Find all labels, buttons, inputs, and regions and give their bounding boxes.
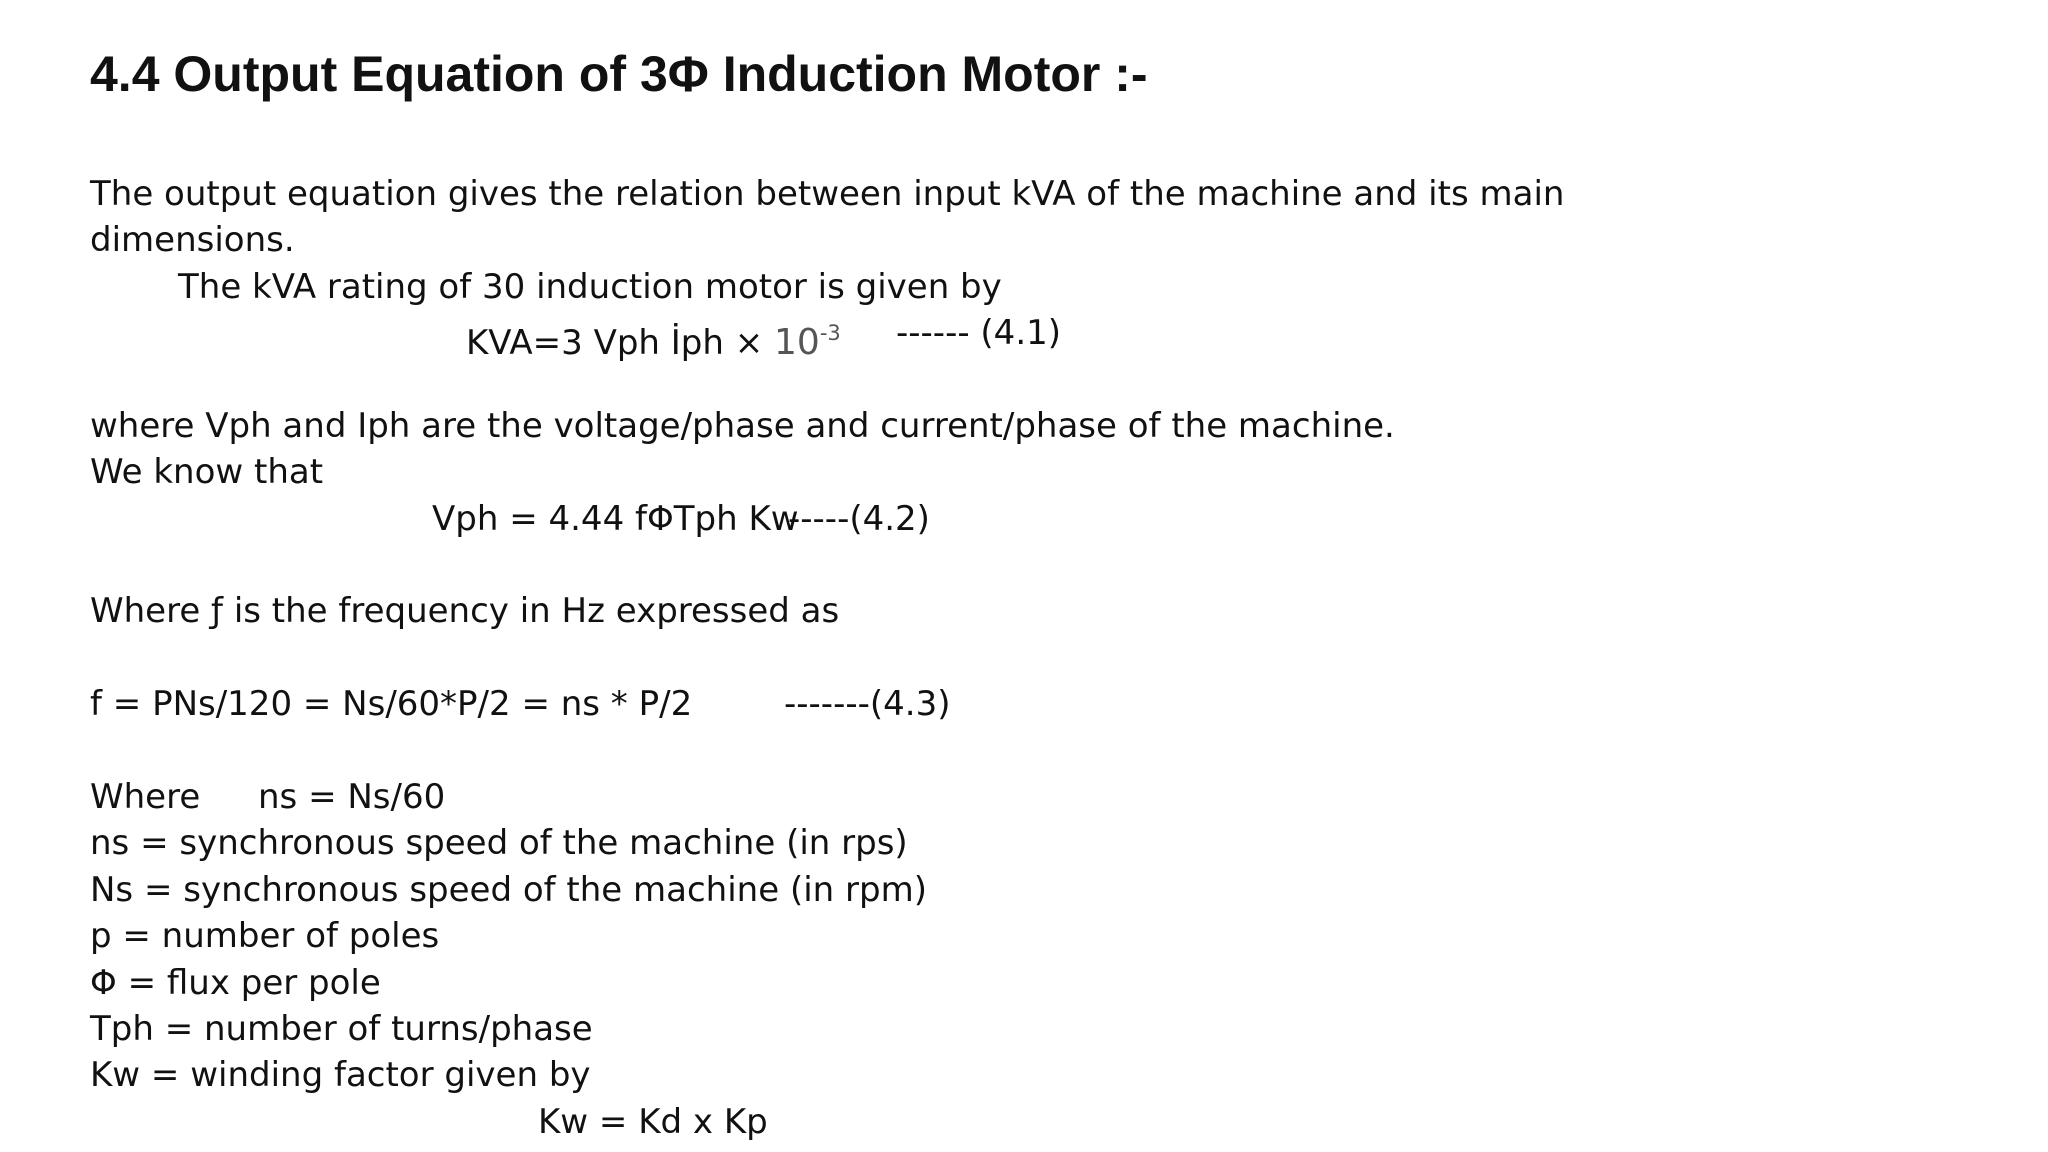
where-f-line: Where ƒ is the frequency in Hz expressed as — [90, 591, 840, 631]
equation-4-1-exponent: -3 — [819, 321, 841, 345]
intro-line-1: The output equation gives the relation between input kVA of the machine and its main — [90, 174, 1565, 214]
equation-4-1-base: 10 — [774, 322, 820, 363]
kva-intro: The kVA rating of 30 induction motor is given by — [178, 267, 1002, 307]
equation-4-2: Vph = 4.44 fΦTph Kw — [432, 499, 799, 539]
definition-Ns: Ns = synchronous speed of the machine (in rpm) — [90, 870, 927, 910]
equation-4-2-ref: -----(4.2) — [788, 499, 930, 539]
equation-4-1-lhs: KVA=3 Vph İph × — [466, 323, 775, 363]
equation-4-3-ref: -------(4.3) — [784, 684, 951, 724]
equation-4-1 — [466, 310, 841, 366]
equation-kw: Kw = Kd x Kp — [538, 1102, 768, 1142]
equation-4-1-ref: ------ (4.1) — [896, 313, 1062, 353]
intro-line-2: dimensions. — [90, 220, 295, 260]
definition-ns: ns = synchronous speed of the machine (in rps) — [90, 823, 908, 863]
we-know-line: We know that — [90, 452, 324, 492]
definition-phi: Φ = flux per pole — [90, 963, 381, 1003]
page-title: 4.4 Output Equation of 3Φ Induction Motor :- — [90, 46, 1148, 102]
where-ns-equation: ns = Ns/60 — [258, 777, 446, 817]
where-ns-label: Where — [90, 777, 201, 817]
definition-kw: Kw = winding factor given by — [90, 1055, 591, 1095]
definition-p: p = number of poles — [90, 916, 440, 956]
where-vph-line: where Vph and Iph are the voltage/phase and current/phase of the machine. — [90, 406, 1395, 446]
definition-tph: Tph = number of turns/phase — [90, 1009, 593, 1049]
equation-4-3: f = PNs/120 = Ns/60*P/2 = ns * P/2 — [90, 684, 693, 724]
